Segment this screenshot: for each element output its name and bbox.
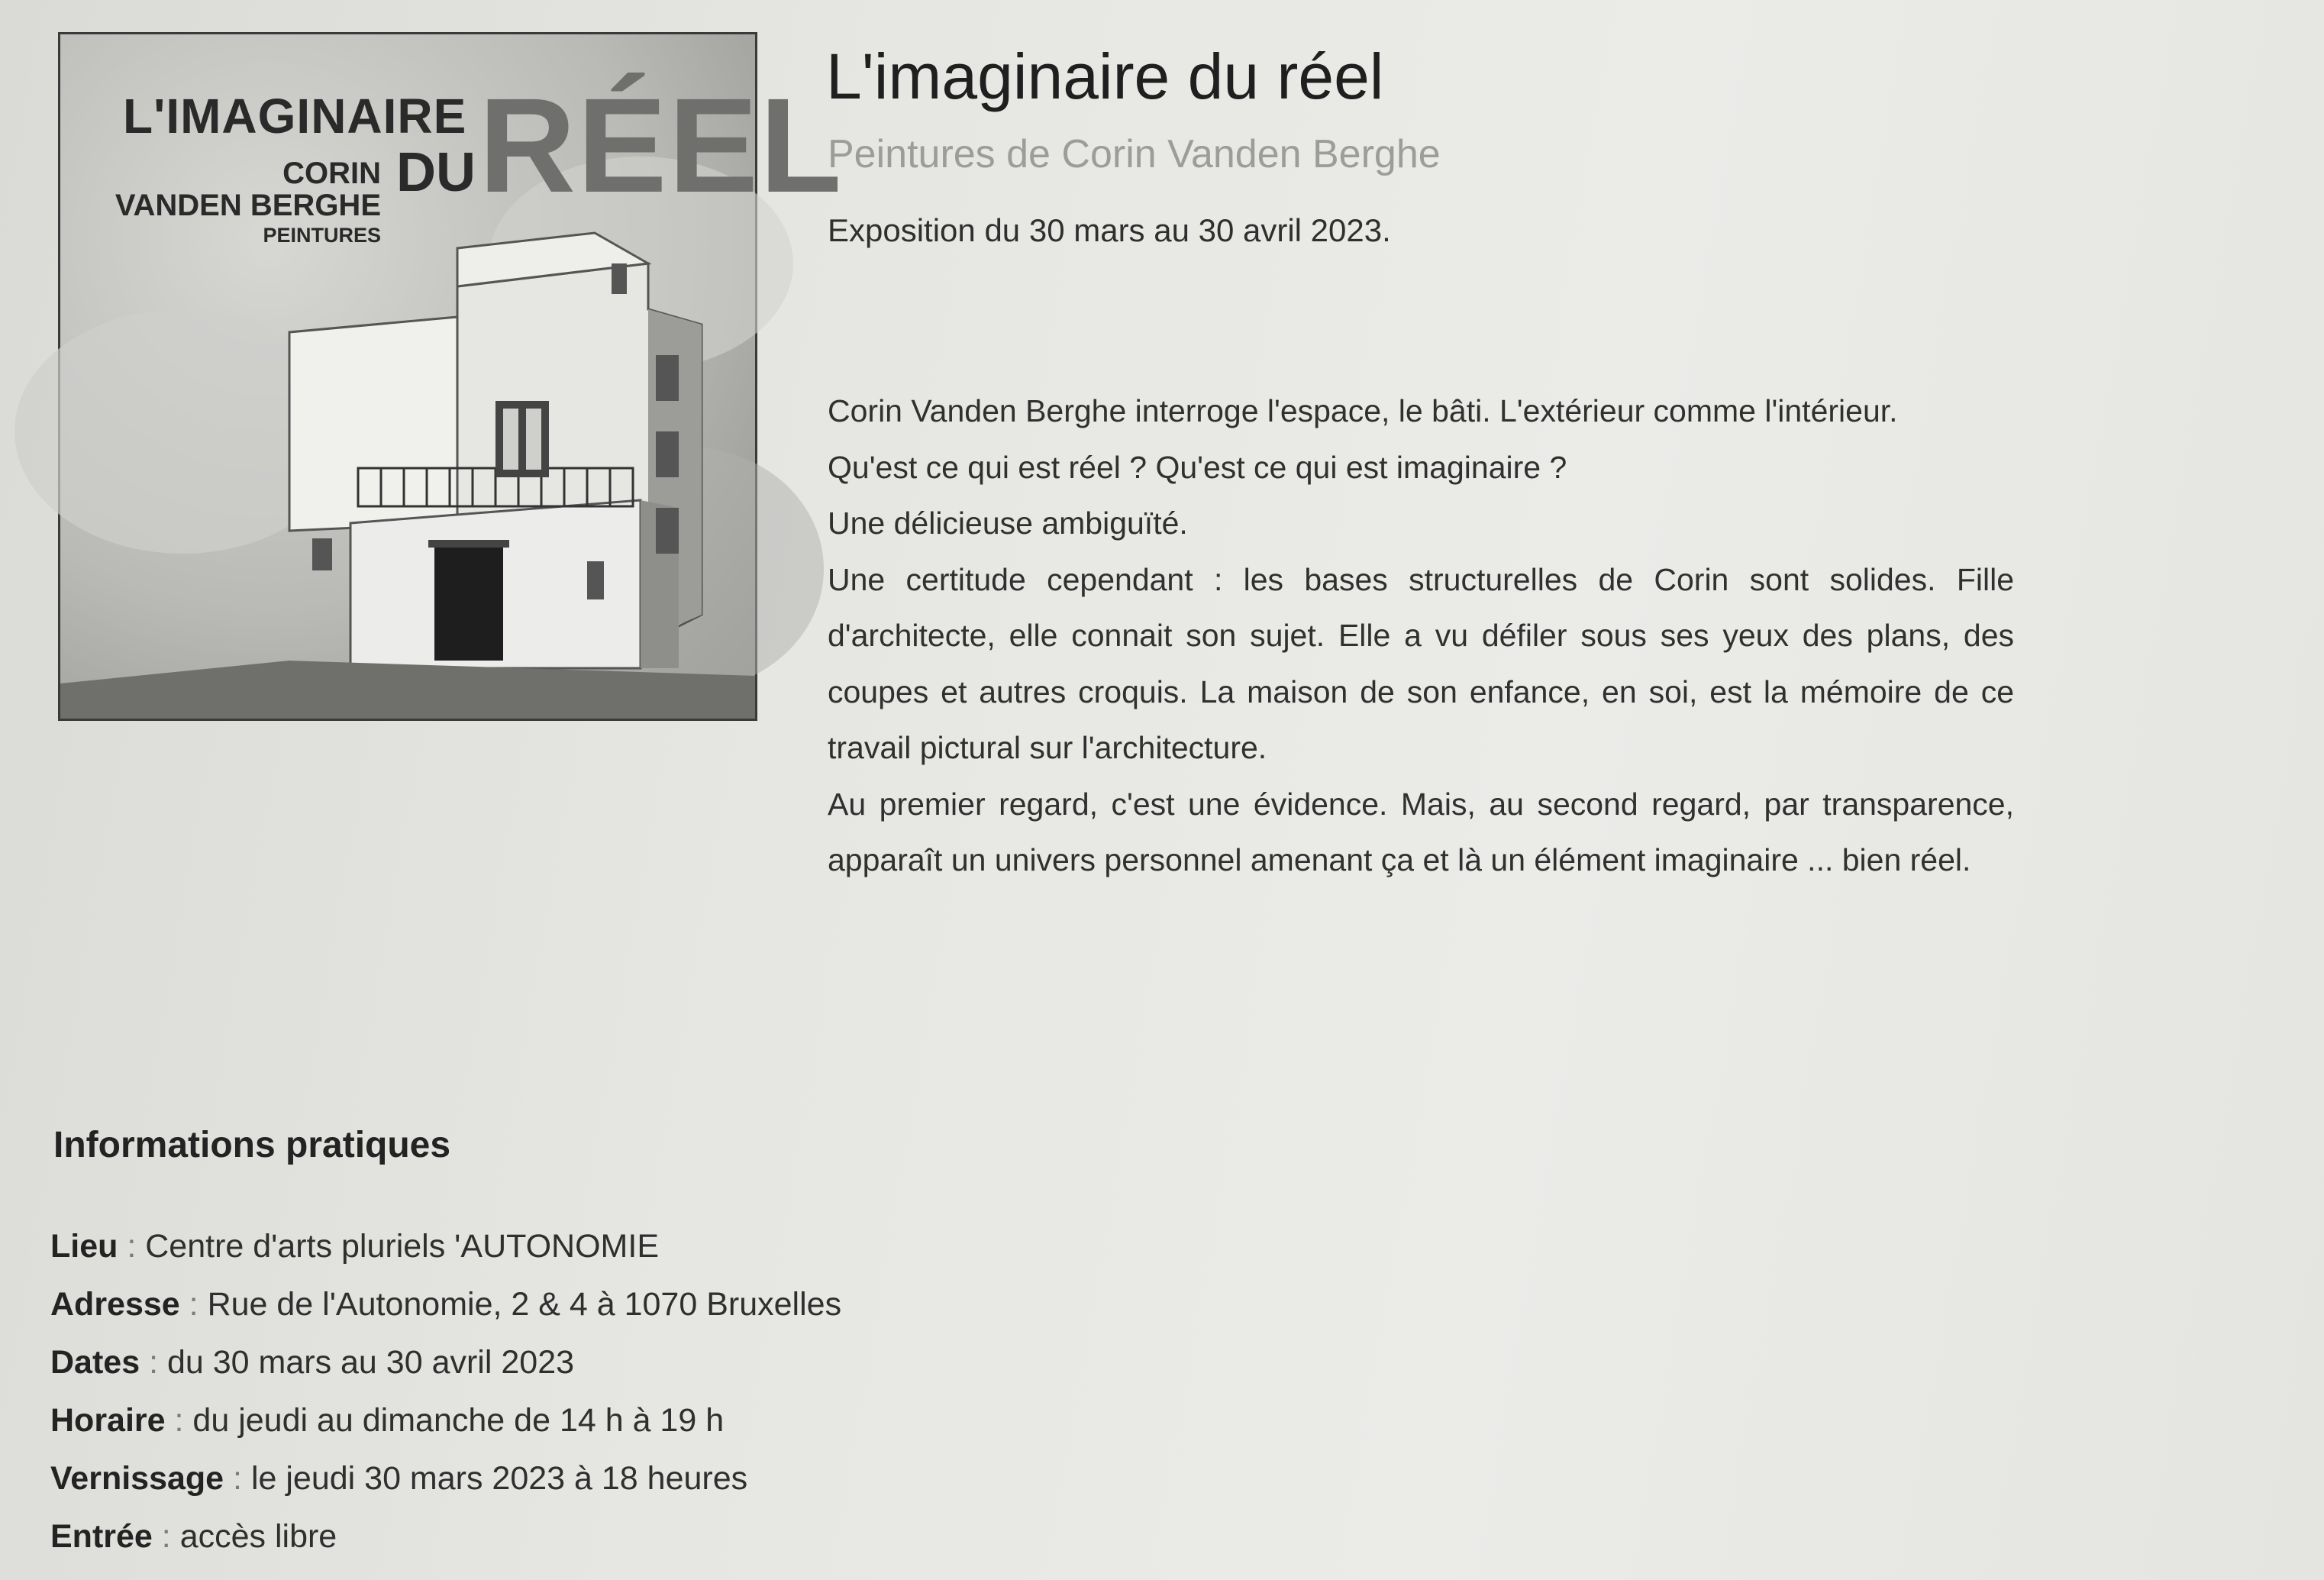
info-value: du jeudi au dimanche de 14 h à 19 h	[192, 1402, 725, 1439]
info-value: Centre d'arts pluriels 'AUTONOMIE	[145, 1228, 660, 1265]
poster-title-du: DU	[396, 142, 476, 203]
info-label: Horaire	[50, 1402, 166, 1439]
info-list	[50, 1217, 841, 1565]
info-separator: :	[179, 1286, 208, 1323]
info-row-entree	[50, 1507, 841, 1565]
exhibition-dates: Exposition du 30 mars au 30 avril 2023.	[828, 212, 1391, 248]
info-value: du 30 mars au 30 avril 2023	[166, 1344, 575, 1381]
info-label: Entrée	[50, 1518, 153, 1555]
info-row-adresse	[50, 1275, 841, 1333]
info-separator: :	[152, 1518, 180, 1555]
info-value: le jeudi 30 mars 2023 à 18 heures	[250, 1460, 748, 1497]
poster-artist-last: VANDEN BERGHE	[115, 189, 381, 222]
info-row-lieu	[50, 1217, 841, 1275]
info-value: accès libre	[179, 1518, 337, 1555]
description-paragraph: Corin Vanden Berghe interroge l'espace, le bâti. L'extérieur comme l'intérieur.	[828, 393, 1898, 428]
page-subtitle: Peintures de Corin Vanden Berghe	[828, 132, 1441, 176]
info-label: Dates	[50, 1344, 140, 1381]
description	[828, 383, 2014, 889]
info-label: Vernissage	[50, 1460, 224, 1497]
exhibition-poster	[58, 32, 844, 721]
poster-title-line1: L'IMAGINAIRE	[123, 89, 467, 144]
description-paragraph: Une certitude cependant : les bases structurelles de Corin sont solides. Fille d'architecte, elle connait son sujet. Elle a vu défiler sous ses yeux des plans, des coupes et autres croquis. La maison de son enfance, en soi, est la mémoire de ce travail pictural sur l'architecture.	[828, 561, 2014, 765]
info-separator: :	[140, 1344, 167, 1381]
info-heading: Informations pratiques	[53, 1125, 451, 1165]
info-separator: :	[224, 1460, 251, 1497]
poster-artist-first: CORIN	[282, 157, 381, 190]
info-row-horaire	[50, 1391, 841, 1449]
info-label: Adresse	[50, 1286, 180, 1323]
poster-title-reel: RÉEL	[479, 71, 844, 221]
description-paragraph: Une délicieuse ambiguïté.	[828, 506, 1188, 541]
info-value: Rue de l'Autonomie, 2 & 4 à 1070 Bruxelles	[207, 1286, 842, 1323]
description-paragraph: Au premier regard, c'est une évidence. Mais, au second regard, par transparence, apparaît un univers personnel amenant ça et là un élément imaginaire ... bien réel.	[828, 786, 2014, 877]
info-separator: :	[118, 1228, 146, 1265]
info-row-dates	[50, 1333, 841, 1391]
poster-medium: PEINTURES	[263, 224, 381, 247]
page-title: L'imaginaire du réel	[826, 40, 1384, 112]
info-row-vernissage	[50, 1449, 841, 1507]
info-label: Lieu	[50, 1228, 118, 1265]
description-paragraph: Qu'est ce qui est réel ? Qu'est ce qui est imaginaire ?	[828, 449, 1567, 485]
info-separator: :	[165, 1402, 193, 1439]
